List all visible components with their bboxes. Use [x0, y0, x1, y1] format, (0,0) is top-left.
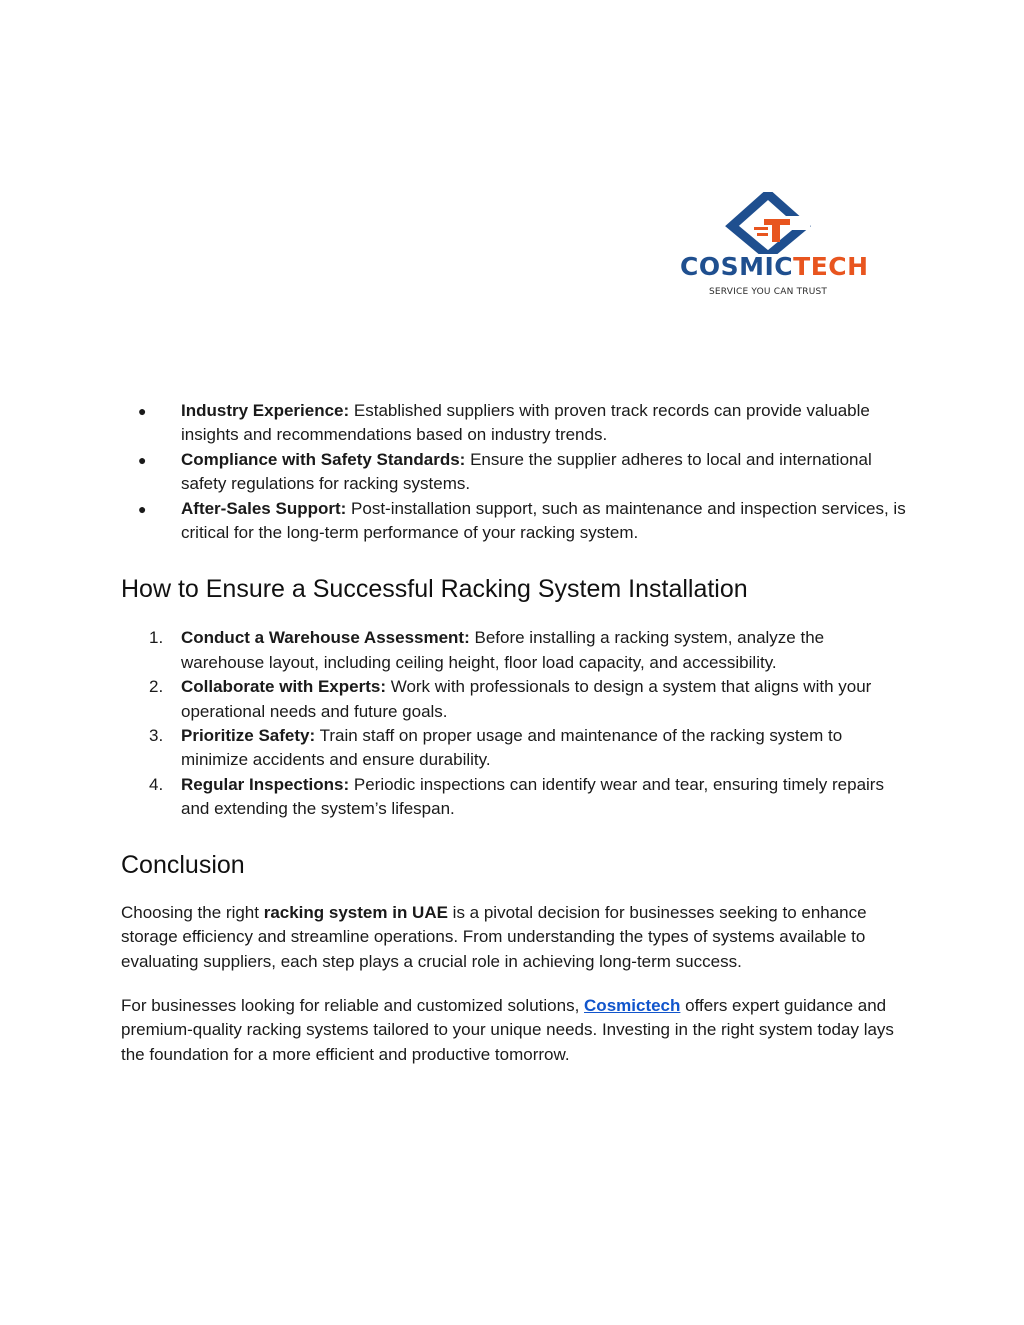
item-label: Conduct a Warehouse Assessment:	[181, 628, 470, 648]
conclusion-paragraph-2	[121, 994, 911, 1067]
list-item	[121, 773, 911, 822]
step-number: 4.	[149, 774, 164, 794]
list-item	[121, 448, 911, 497]
document-content	[121, 399, 911, 1067]
item-label: After-Sales Support:	[181, 498, 347, 518]
item-label: Compliance with Safety Standards:	[181, 449, 466, 469]
list-item	[121, 626, 911, 675]
list-item	[121, 399, 911, 448]
conclusion-heading: Conclusion	[121, 850, 245, 879]
list-item	[121, 497, 911, 546]
list-item	[121, 724, 911, 773]
bullet-marker: ●	[138, 403, 147, 419]
item-text: Ensure the supplier adheres to local and international safety regulations for racking systems.	[181, 449, 872, 494]
logo-tagline: SERVICE YOU CAN TRUST	[709, 287, 828, 297]
item-label: Prioritize Safety:	[181, 726, 316, 746]
installation-heading: How to Ensure a Successful Racking System Installation	[121, 575, 748, 604]
item-text: Post-installation support, such as maintenance and inspection services, is critical for the long-term performance of your racking system.	[181, 498, 906, 543]
item-label: Industry Experience:	[181, 401, 350, 420]
step-number: 1.	[149, 628, 164, 648]
cosmictech-logo	[680, 192, 870, 302]
item-text: Work with professionals to design a system that aligns with your operational needs and future goals.	[181, 677, 872, 721]
item-text: Before installing a racking system, analyze the warehouse layout, including ceiling height, floor load capacity, and accessibility.	[181, 628, 825, 672]
item-text: Periodic inspections can identify wear and tear, ensuring timely repairs and extending the system’s lifespan.	[181, 774, 884, 819]
paragraph-text: offers expert guidance and premium-quality racking systems tailored to your unique needs. Investing in the right system today lays the foundation for a more efficient and productive tomorrow.	[121, 995, 894, 1064]
conclusion-paragraph-1	[121, 901, 911, 974]
item-text: Established suppliers with proven track records can provide valuable insights and recommendations based on industry trends.	[181, 401, 870, 445]
logo-emblem-icon	[680, 192, 870, 254]
installation-steps-list	[121, 626, 911, 821]
supplier-criteria-list	[121, 399, 911, 545]
item-label: Collaborate with Experts:	[181, 677, 386, 697]
logo-word-tech: TECH	[793, 252, 869, 281]
paragraph-text: For businesses looking for reliable and customized solutions,	[121, 995, 585, 1015]
step-number: 3.	[149, 726, 164, 746]
list-item	[121, 675, 911, 724]
keyword-racking-system: racking system in UAE	[263, 902, 448, 922]
item-label: Regular Inspections:	[181, 774, 350, 794]
paragraph-text: Choosing the right	[121, 902, 264, 922]
item-text: Train staff on proper usage and maintenance of the racking system to minimize accidents and ensure durability.	[181, 726, 843, 770]
cosmictech-link[interactable]: Cosmictech	[584, 995, 681, 1015]
bullet-marker: ●	[138, 500, 147, 517]
step-number: 2.	[149, 677, 164, 697]
paragraph-text: is a pivotal decision for businesses seeking to enhance storage efficiency and streamline operations. From understanding the types of systems available to evaluating suppliers, each step plays a crucial role in achieving long-term success.	[121, 902, 867, 971]
logo-word-cosmic: COSMIC	[680, 252, 794, 281]
logo-wordmark	[680, 254, 870, 279]
bullet-marker: ●	[138, 451, 147, 468]
